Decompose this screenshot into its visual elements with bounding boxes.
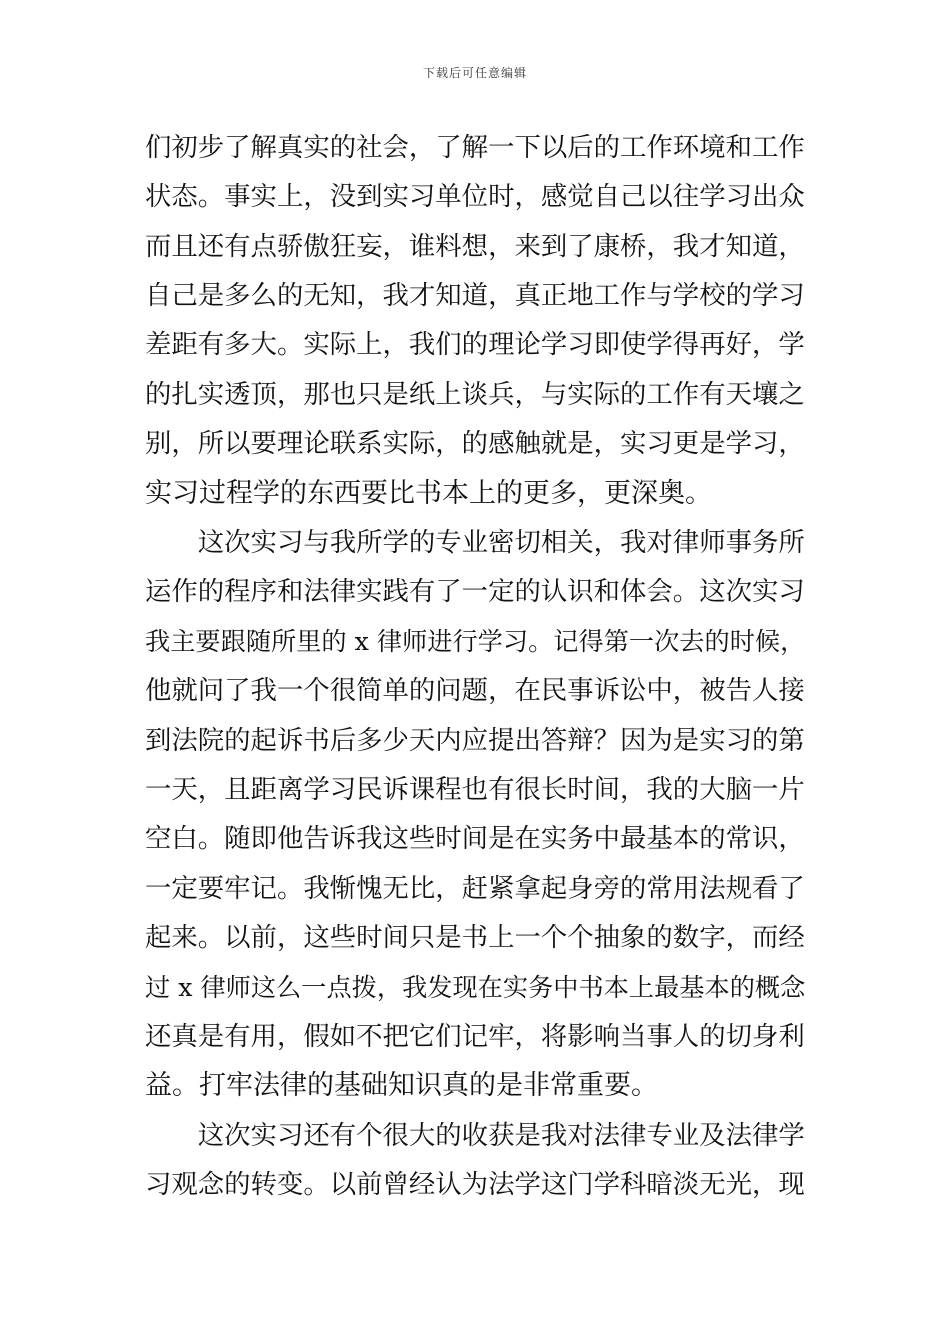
page-header: 下载后可任意编辑 [422, 66, 527, 80]
text-line: 这次实习与我所学的专业密切相关，我对律师事务所 [145, 527, 805, 558]
text-line: 这次实习还有个很大的收获是我对法律专业及法律学 [145, 1120, 805, 1151]
text-line: 他就问了我一个很简单的问题，在民事诉讼中，被告人接 [145, 675, 805, 706]
text-line: 状态。事实上，没到实习单位时，感觉自己以往学习出众 [145, 181, 805, 212]
text-line: 的扎实透顶，那也只是纸上谈兵，与实际的工作有天壤之 [145, 379, 805, 410]
text-line: 过 x 律师这么一点拨，我发现在实务中书本上最基本的概念 [145, 973, 806, 1002]
text-line: 习观念的转变。以前曾经认为法学这门学科暗淡无光，现 [145, 1169, 805, 1200]
text-line: 起来。以前，这些时间只是书上一个个抽象的数字，而经 [145, 922, 805, 953]
text-line: 一天，且距离学习民诉课程也有很长时间，我的大脑一片 [145, 774, 805, 805]
text-line: 们初步了解真实的社会，了解一下以后的工作环境和工作 [145, 132, 805, 163]
text-line: 到法院的起诉书后多少天内应提出答辩？因为是实习的第 [145, 725, 805, 756]
text-line: 自己是多么的无知，我才知道，真正地工作与学校的学习 [145, 280, 805, 311]
text-line: 而且还有点骄傲狂妄，谁料想，来到了康桥，我才知道， [145, 231, 805, 262]
text-line: 我主要跟随所里的 x 律师进行学习。记得第一次去的时候， [145, 627, 806, 656]
text-line: 一定要牢记。我惭愧无比，赶紧拿起身旁的常用法规看了 [145, 873, 805, 904]
text-line: 空白。随即他告诉我这些时间是在实务中最基本的常识， [145, 823, 805, 854]
text-line: 差距有多大。实际上，我们的理论学习即使学得再好，学 [145, 329, 805, 360]
text-line: 益。打牢法律的基础知识真的是非常重要。 [145, 1070, 658, 1101]
text-line: 运作的程序和法律实践有了一定的认识和体会。这次实习 [145, 576, 805, 607]
text-line: 实习过程学的东西要比书本上的更多，更深奥。 [145, 478, 712, 509]
text-line: 别，所以要理论联系实际，的感触就是，实习更是学习， [145, 428, 805, 459]
text-line: 还真是有用，假如不把它们记牢，将影响当事人的切身利 [145, 1021, 805, 1052]
